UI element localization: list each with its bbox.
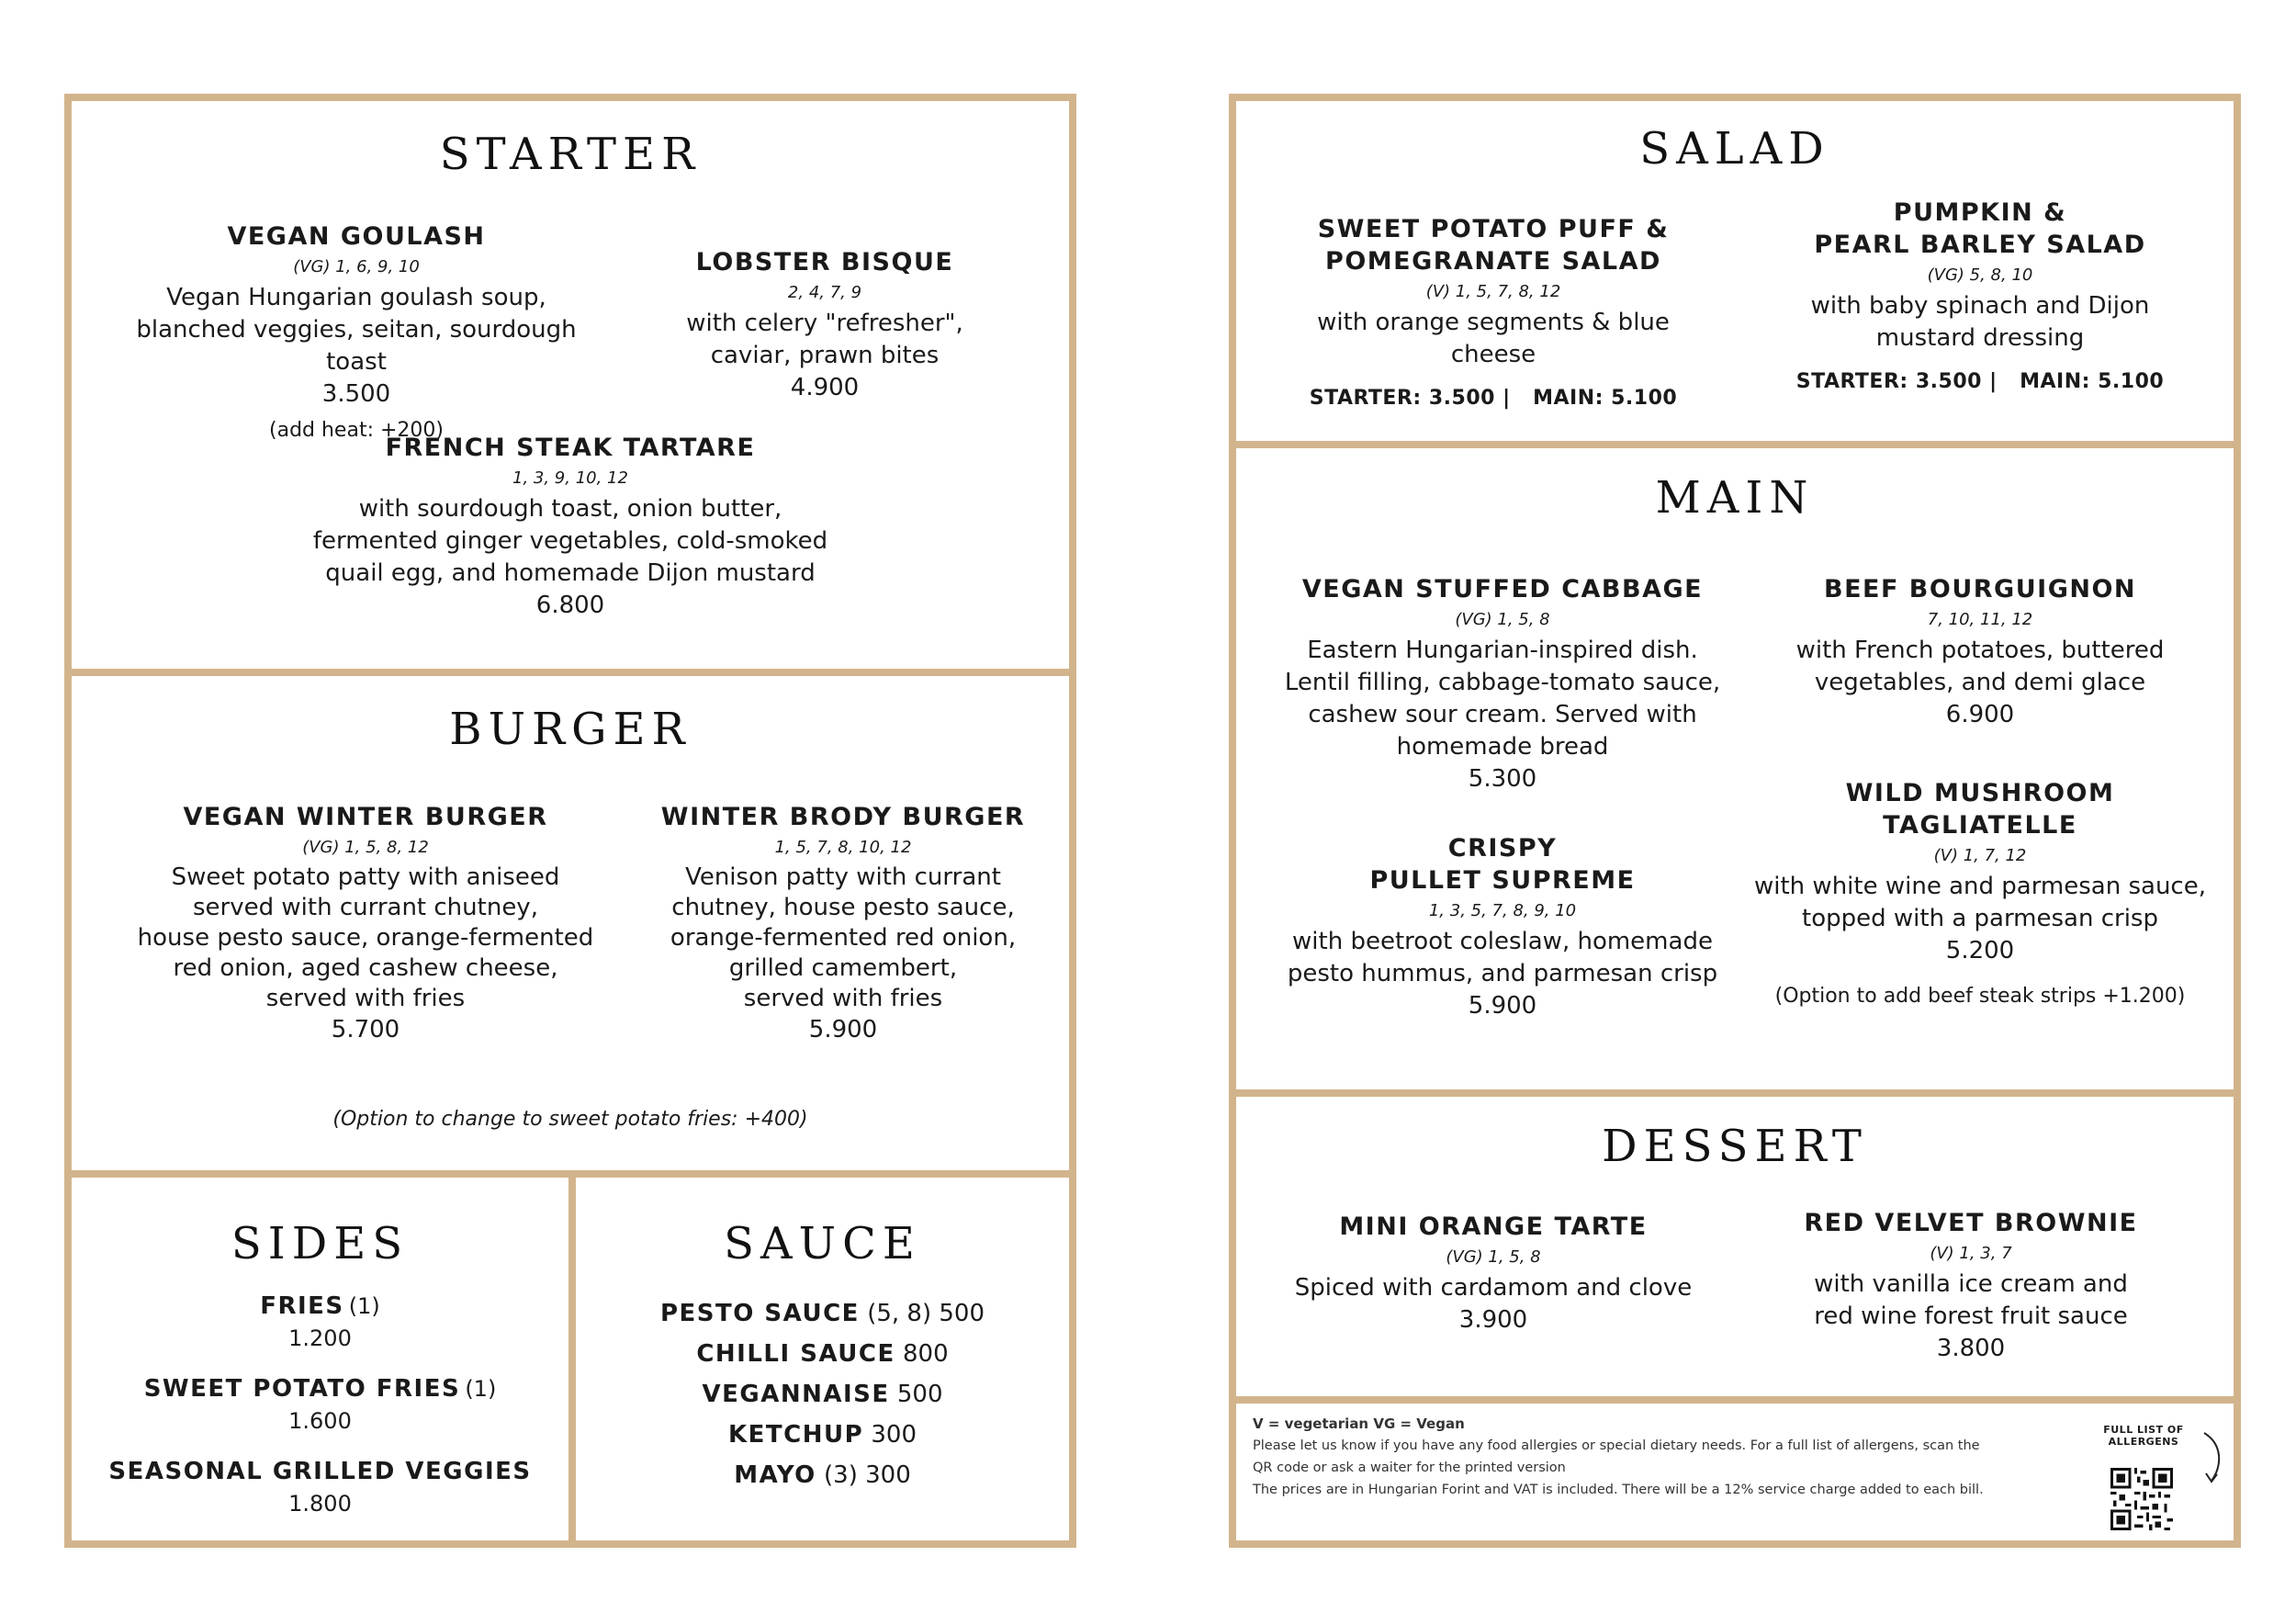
side-item [72,1457,568,1518]
qr-label [2098,1424,2189,1448]
item-price: 300 [871,1421,917,1449]
menu-item [295,432,846,622]
item-description: with sourdough toast, onion butter, [358,495,782,523]
item-allergens: (1) [465,1376,497,1402]
allergen-footer [1253,1413,2043,1501]
divider [1236,441,2234,448]
menu-item [1769,1207,2173,1365]
item-description: Spiced with cardamom and clove [1294,1274,1693,1302]
item-name: BEEF BOURGUIGNON [1824,575,2136,603]
item-name: SWEET POTATO FRIES [143,1375,461,1403]
menu-item [1282,832,1723,1022]
side-item [72,1291,568,1353]
item-description: vegetables, and demi glace [1814,669,2146,696]
item-price: 300 [865,1461,911,1489]
item-allergens: (VG) 1, 5, 8 [1446,1247,1541,1267]
item-name: VEGANNAISE [702,1381,890,1408]
item-name: RED VELVET BROWNIE [1804,1209,2138,1237]
item-note: (Option to add beef steak strips +1.200) [1774,985,2186,1008]
item-name: MINI ORANGE TARTE [1339,1212,1648,1241]
item-description: orange-fermented red onion, [670,924,1017,952]
item-allergens: (1) [348,1293,380,1319]
starter-price: STARTER: 3.500 | [1309,387,1511,410]
section-title: MAIN [1655,472,1815,524]
section-title: SALAD [1639,123,1830,175]
item-description: served with currant chutney, [193,894,538,921]
item-price [1273,382,1714,414]
item-allergens: 1, 3, 5, 7, 8, 9, 10 [1428,901,1577,920]
item-name: SEASONAL GRILLED VEGGIES [108,1458,532,1485]
sauce-item [576,1415,1069,1455]
item-name: PUMPKIN & [1893,198,2067,227]
item-allergens: 7, 10, 11, 12 [1927,610,2033,629]
sauce-section [576,1178,1069,1540]
item-description: red onion, aged cashew cheese, [173,954,558,982]
item-description: served with fries [265,985,466,1012]
footer-text: QR code or ask a waiter for the printed version [1253,1460,1566,1475]
item-price: 3.800 [1936,1335,2006,1362]
item-price: 5.300 [1468,765,1537,793]
menu-page-right [1229,94,2241,1548]
item-description: with beetroot coleslaw, homemade [1292,928,1713,955]
item-price: 1.200 [288,1325,352,1351]
item-name: KETCHUP [727,1421,864,1449]
sauce-item [576,1374,1069,1415]
item-price: 500 [896,1381,943,1408]
item-description: with baby spinach and Dijon [1810,292,2150,320]
item-description: mustard dressing [1875,324,2085,352]
item-allergens: (V) 1, 7, 12 [1933,846,2027,865]
menu-item [641,246,1008,404]
item-name: VEGAN WINTER BURGER [183,803,548,831]
divider [72,669,1069,676]
item-description: with vanilla ice cream and [1814,1270,2128,1298]
item-allergens: (VG) 1, 6, 9, 10 [293,257,420,276]
item-price: 5.900 [808,1016,878,1043]
sides-section [72,1178,568,1540]
menu-page-left [64,94,1076,1548]
item-name: FRIES [260,1292,344,1320]
item-description: blanched veggies, seitan, sourdough toast [136,316,577,376]
item-name: POMEGRANATE SALAD [1325,247,1661,276]
item-price: 1.600 [288,1408,352,1434]
item-description: quail egg, and homemade Dijon mustard [325,559,816,587]
menu-item [1282,573,1723,795]
item-description: chutney, house pesto sauce, [671,894,1015,921]
item-allergens: 1, 5, 7, 8, 10, 12 [774,838,912,857]
section-title: DESSERT [1602,1121,1868,1172]
item-description: Vegan Hungarian goulash soup, [166,284,546,311]
item-name: PULLET SUPREME [1369,866,1636,895]
item-price: 4.900 [790,374,860,401]
menu-item [1273,213,1714,414]
item-name: PESTO SAUCE [659,1300,860,1327]
item-description: cashew sour cream. Served with [1308,701,1697,728]
item-description: homemade bread [1396,733,1609,761]
item-name: CHILLI SAUCE [696,1340,895,1368]
item-description: Eastern Hungarian-inspired dish. [1307,637,1698,664]
main-price: MAIN: 5.100 [2020,370,2165,393]
item-name: LOBSTER BISQUE [695,248,954,276]
item-price: 3.500 [321,380,391,408]
item-price: 3.900 [1458,1306,1528,1334]
item-description: red wine forest fruit sauce [1814,1303,2128,1330]
side-item [72,1374,568,1436]
item-price: 1.800 [288,1491,352,1517]
item-price [1769,366,2191,398]
menu-item [1291,1211,1695,1336]
item-name: MAYO [734,1461,816,1489]
menu-item [659,801,1027,1046]
item-description: served with fries [743,985,943,1012]
item-price: 5.900 [1468,992,1537,1020]
item-allergens: 2, 4, 7, 9 [787,283,862,302]
item-allergens: (V) 1, 3, 7 [1930,1244,2012,1263]
qr-code-icon[interactable] [2110,1468,2173,1530]
divider [568,1170,576,1540]
menu-item [1769,197,2191,398]
menu-item [1750,777,2210,1012]
item-name: VEGAN STUFFED CABBAGE [1301,575,1704,603]
qr-label-line: ALLERGENS [2108,1436,2179,1448]
curved-arrow-icon [2199,1431,2226,1486]
item-name: VEGAN GOULASH [227,222,486,251]
footer-text: The prices are in Hungarian Forint and VAT is included. There will be a 12% service charge added to each bill. [1253,1483,1984,1497]
item-price: 5.700 [331,1016,400,1043]
item-description: fermented ginger vegetables, cold-smoked [312,527,828,555]
item-description: Sweet potato patty with aniseed [171,863,560,891]
section-title: STARTER [439,129,702,180]
section-title: SAUCE [724,1218,921,1269]
item-note: (add heat: +200) [269,419,444,442]
item-name: CRISPY [1447,834,1558,863]
footer-text: Please let us know if you have any food allergies or special dietary needs. For a full list of allergens, scan the [1253,1438,1980,1453]
item-description: with celery "refresher", [686,310,963,337]
salad-section [1236,101,2234,441]
dessert-section [1236,1097,2234,1396]
item-price: 500 [939,1300,985,1327]
item-allergens: 1, 3, 9, 10, 12 [512,468,628,488]
item-description: Lentil filling, cabbage-tomato sauce, [1284,669,1721,696]
item-description: caviar, prawn bites [710,342,940,369]
item-name: SWEET POTATO PUFF & [1317,215,1670,243]
item-description: Venison patty with currant [685,863,1001,891]
qr-label-line: FULL LIST OF [2103,1424,2184,1436]
item-allergens: (3) [824,1461,858,1489]
item-price: 6.800 [535,592,605,619]
item-name: TAGLIATELLE [1883,811,2077,840]
menu-item [127,801,604,1046]
item-allergens: (5, 8) [867,1300,932,1327]
menu-item [108,220,604,446]
burger-section [72,676,1069,1170]
item-allergens: (VG) 5, 8, 10 [1927,265,2033,285]
sauce-item [576,1293,1069,1334]
divider [1236,1396,2234,1404]
item-description: house pesto sauce, orange-fermented [137,924,594,952]
item-name: WINTER BRODY BURGER [660,803,1026,831]
item-description: grilled camembert, [728,954,958,982]
item-description: with white wine and parmesan sauce, [1754,873,2206,900]
item-price: 5.200 [1945,937,2015,964]
diet-legend: V = vegetarian VG = Vegan [1253,1415,1465,1432]
sauce-item [576,1455,1069,1495]
item-description: topped with a parmesan crisp [1802,905,2158,932]
item-description: with orange segments & blue cheese [1317,309,1670,368]
item-description: with French potatoes, buttered [1795,637,2165,664]
section-title: BURGER [449,704,692,755]
starter-price: STARTER: 3.500 | [1795,370,1998,393]
item-description: pesto hummus, and parmesan crisp [1287,960,1718,987]
main-section [1236,448,2234,1089]
item-price: 6.900 [1945,701,2015,728]
item-name: PEARL BARLEY SALAD [1814,231,2146,259]
section-title: SIDES [231,1218,410,1269]
item-name: FRENCH STEAK TARTARE [385,434,756,462]
starter-section [72,101,1069,669]
item-price: 800 [903,1340,949,1368]
item-allergens: (V) 1, 5, 7, 8, 12 [1425,282,1561,301]
divider [1236,1089,2234,1097]
item-name: WILD MUSHROOM [1845,779,2115,807]
sauce-item [576,1334,1069,1374]
item-allergens: (VG) 1, 5, 8 [1455,610,1550,629]
main-price: MAIN: 5.100 [1533,387,1678,410]
item-allergens: (VG) 1, 5, 8, 12 [302,838,429,857]
menu-item [1769,573,2191,731]
burger-note: (Option to change to sweet potato fries: +400) [332,1108,808,1131]
